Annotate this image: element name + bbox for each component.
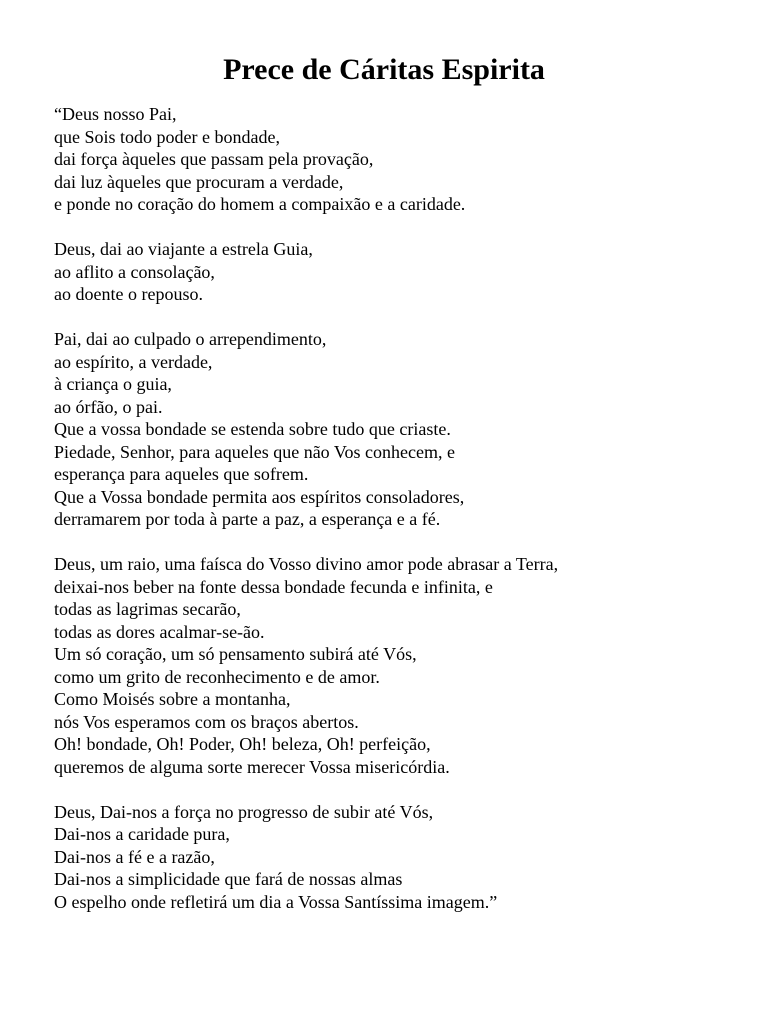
- stanza: [54, 553, 754, 778]
- verse-line: Dai-nos a simplicidade que fará de nossas almas: [54, 869, 403, 889]
- page-title: Prece de Cáritas Espirita: [223, 53, 545, 86]
- verse-line: O espelho onde refletirá um dia a Vossa Santíssima imagem.”: [54, 891, 498, 912]
- verse-line: deixai-nos beber na fonte dessa bondade fecunda e infinita, e: [54, 576, 493, 597]
- verse-line: ao espírito, a verdade,: [54, 351, 213, 372]
- verse-line: esperança para aqueles que sofrem.: [54, 464, 309, 484]
- prayer-body: [54, 103, 754, 936]
- verse-line: Deus, Dai-nos a força no progresso de subir até Vós,: [54, 801, 434, 822]
- verse-line: todas as dores acalmar-se-ão.: [54, 621, 265, 642]
- stanza: [54, 103, 754, 216]
- verse-line: Piedade, Senhor, para aqueles que não Vos conhecem, e: [54, 441, 455, 462]
- stanza: [54, 328, 754, 531]
- stanza: [54, 801, 754, 914]
- stanza: [54, 238, 754, 306]
- verse-line: à criança o guia,: [54, 374, 172, 394]
- verse-line: Dai-nos a fé e a razão,: [54, 846, 215, 867]
- verse-line: Pai, dai ao culpado o arrependimento,: [54, 329, 327, 349]
- verse-line: ao doente o repouso.: [54, 284, 203, 304]
- verse-line: Um só coração, um só pensamento subirá até Vós,: [54, 644, 417, 664]
- verse-line: “Deus nosso Pai,: [54, 104, 177, 124]
- verse-line: como um grito de reconhecimento e de amor.: [54, 666, 380, 687]
- verse-line: ao órfão, o pai.: [54, 396, 163, 417]
- verse-line: todas as lagrimas secarão,: [54, 599, 241, 619]
- verse-line: dai luz àqueles que procuram a verdade,: [54, 171, 344, 192]
- verse-line: Oh! bondade, Oh! Poder, Oh! beleza, Oh! perfeição,: [54, 734, 431, 754]
- verse-line: nós Vos esperamos com os braços abertos.: [54, 711, 359, 732]
- verse-line: queremos de alguma sorte merecer Vossa misericórdia.: [54, 756, 450, 777]
- verse-line: Que a Vossa bondade permita aos espíritos consoladores,: [54, 486, 465, 507]
- verse-line: Como Moisés sobre a montanha,: [54, 689, 291, 709]
- verse-line: Dai-nos a caridade pura,: [54, 824, 230, 844]
- verse-line: e ponde no coração do homem a compaixão e a caridade.: [54, 194, 466, 214]
- verse-line: derramarem por toda à parte a paz, a esperança e a fé.: [54, 509, 441, 529]
- verse-line: Deus, um raio, uma faísca do Vosso divino amor pode abrasar a Terra,: [54, 554, 559, 574]
- verse-line: que Sois todo poder e bondade,: [54, 126, 280, 147]
- verse-line: ao aflito a consolação,: [54, 261, 215, 282]
- verse-line: Que a vossa bondade se estenda sobre tudo que criaste.: [54, 419, 451, 439]
- verse-line: Deus, dai ao viajante a estrela Guia,: [54, 239, 313, 259]
- verse-line: dai força àqueles que passam pela provação,: [54, 149, 374, 169]
